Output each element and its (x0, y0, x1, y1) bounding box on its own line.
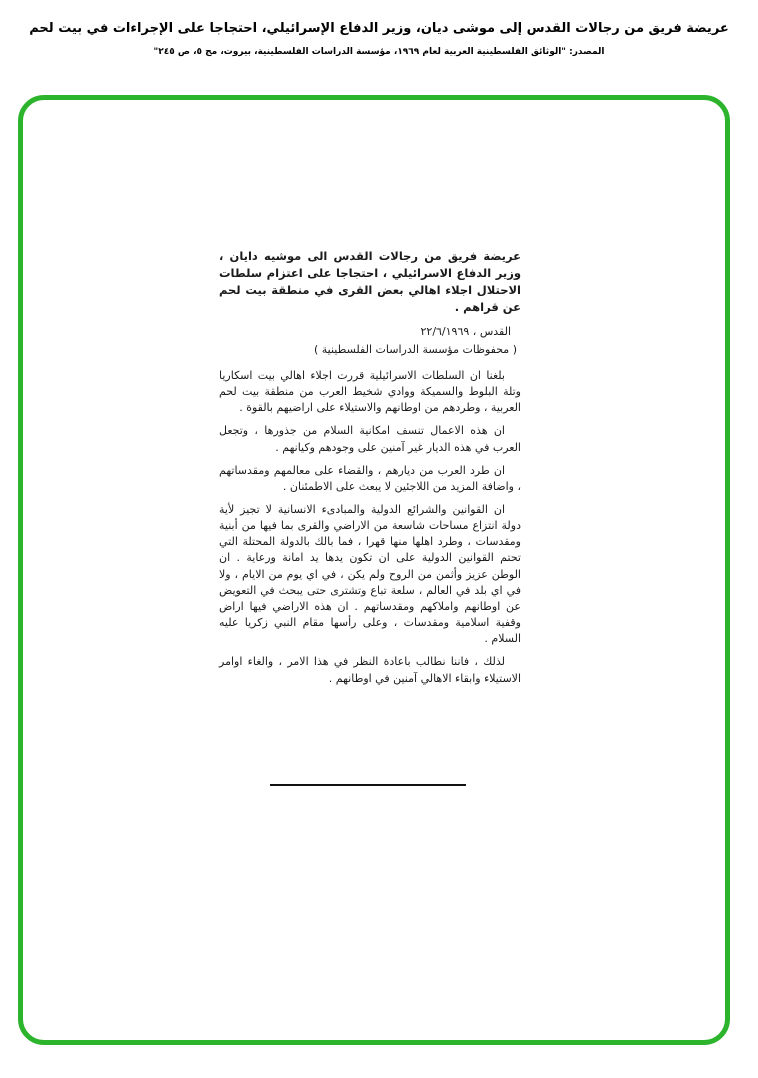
header-title: عريضة فريق من رجالات القدس إلى موشى ديان، وزير الدفاع الإسرائيلي، احتجاجا على الإجراءات في بيت لحم (29, 21, 729, 36)
document-header (0, 20, 758, 57)
horizontal-rule (270, 784, 466, 786)
paragraph: ان هذه الاعمال تنسف امكانية السلام من جذورها ، وتجعل العرب في هذه الديار غير آمنين على وجودهم وكيانهم . (219, 424, 521, 454)
paragraph: ان القوانين والشرائع الدولية والمبادىء الانسانية لا تجيز لأية دولة انتزاع مساحات شاسعة من الاراضي والقرى بما فيها من أبنية ومقدسات ، وطرد اهلها منها قهرا ، فما بالك بالدولة المحتلة التي تحتم القوانين الدولية على ان تكون يدها يد امانة ورعاية . ان الوطن عزيز وأثمن من الروح ولم يكن ، في اي يوم من الايام ، ولا في اي بلد في العالم ، سلعة تباع وتشترى حتى يبحث في التعويض عن اوطانهم واملاكهم ومقدساتهم . ان هذه الاراضي فيها اراض وقفية اسلامية ومقدسات ، وعلى رأسها مقام النبي زكريا عليه السلام . (219, 502, 521, 646)
paragraph: ان طرد العرب من ديارهم ، والقضاء على معالمهم ومقدساتهم ، واضافة المزيد من اللاجئين لا يبعث على الاطمئنان . (219, 463, 521, 493)
archive-note: ( محفوظات مؤسسة الدراسات الفلسطينية ) (313, 342, 517, 356)
document-text-block (219, 248, 521, 694)
dateline: القدس ، ٢٢/٦/١٩٦٩ (420, 324, 511, 338)
scanned-document (23, 100, 725, 1040)
paragraph: بلغنا ان السلطات الاسرائيلية قررت اجلاء اهالي بيت اسكاريا وتلة البلوط والسميكة ووادي شخيط العرب من منطقة بيت لحم العربية ، وطردهم من اوطانهم والاستيلاء على اراضيهم بالقوة . (219, 368, 521, 415)
paragraph: لذلك ، فاننا نطالب باعادة النظر في هذا الامر ، والغاء اوامر الاستيلاء وابقاء الاهالي آمنين في اوطانهم . (219, 655, 521, 685)
petition-title: عريضة فريق من رجالات القدس الى موشيه دايان ، وزير الدفاع الاسرائيلي ، احتجاجا على اعتزام سلطات الاحتلال اجلاء اهالي بعض القرى في منطقة بيت لحم عن قراهم . (219, 249, 521, 314)
header-source-line: المصدر: "الوثائق الفلسطينية العربية لعام ١٩٦٩، مؤسسة الدراسات الفلسطينية، بيروت، مج ٥، ص ٢٤٥" (153, 46, 605, 57)
green-border-frame (18, 95, 730, 1045)
